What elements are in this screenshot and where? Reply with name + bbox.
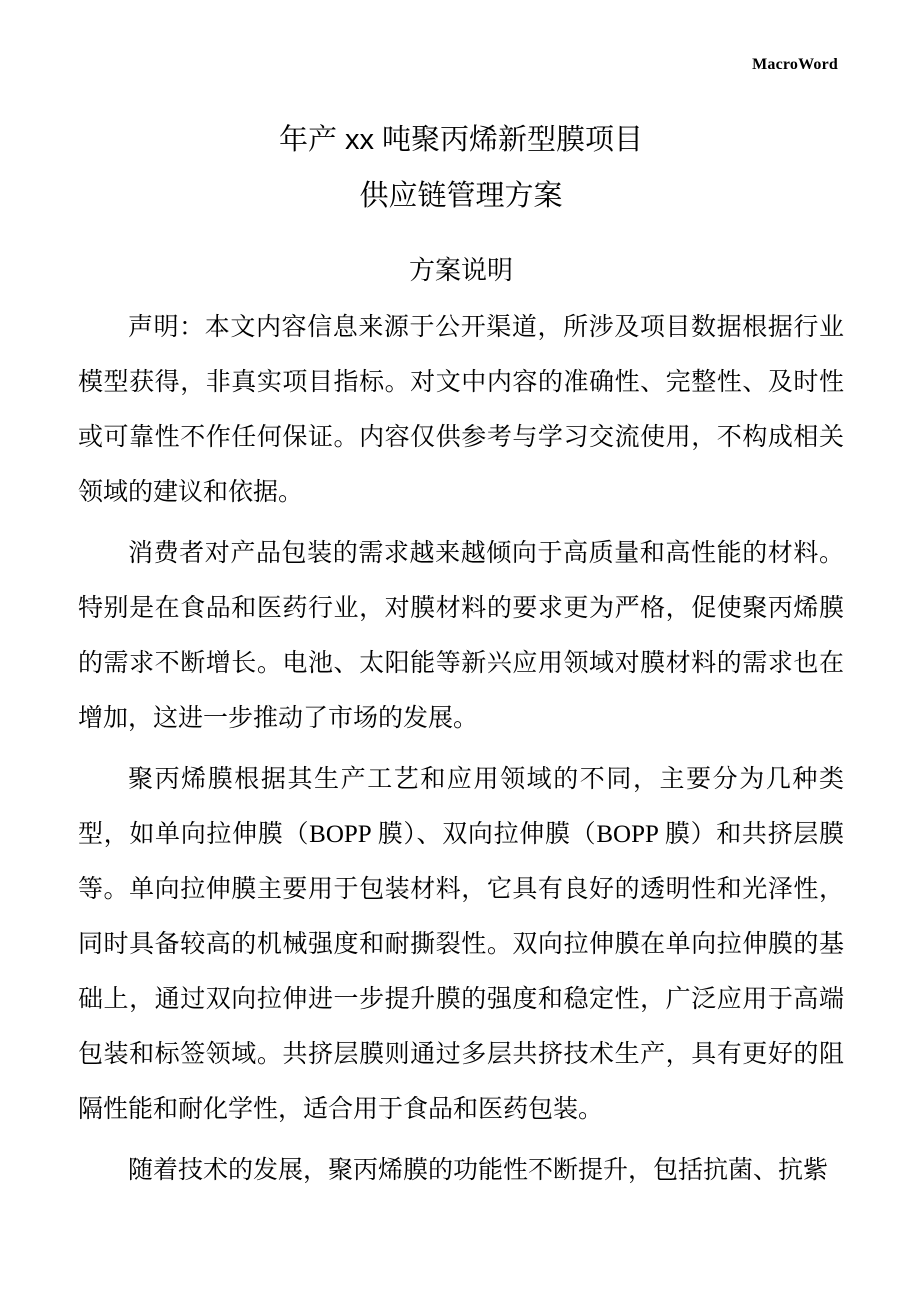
document-body xyxy=(78,300,844,1198)
document-title xyxy=(78,112,844,224)
document-content xyxy=(0,112,920,1198)
document-title-line2: 供应链管理方案 xyxy=(359,180,563,212)
paragraph-disclaimer: 声明：本文内容信息来源于公开渠道，所涉及项目数据根据行业模型获得，非真实项目指标。对文中内容的准确性、完整性、及时性或可靠性不作任何保证。内容仅供参考与学习交流使用，不构成相关领域的建议和依据。 xyxy=(78,314,844,506)
brand-watermark: MacroWord xyxy=(752,56,838,73)
document-title-line1: 年产 xx 吨聚丙烯新型膜项目 xyxy=(278,124,644,156)
paragraph-market-demand: 消费者对产品包装的需求越来越倾向于高质量和高性能的材料。特别是在食品和医药行业，对膜材料的要求更为严格，促使聚丙烯膜的需求不断增长。电池、太阳能等新兴应用领域对膜材料的需求也在增加，这进一步推动了市场的发展。 xyxy=(78,540,844,732)
section-heading: 方案说明 xyxy=(408,255,513,285)
paragraph-technology-trends: 随着技术的发展，聚丙烯膜的功能性不断提升，包括抗菌、抗紫 xyxy=(128,1157,829,1184)
paragraph-film-types: 聚丙烯膜根据其生产工艺和应用领域的不同，主要分为几种类型，如单向拉伸膜（BOPP 膜）、双向拉伸膜（BOPP 膜）和共挤层膜等。单向拉伸膜主要用于包装材料，它具有良好的透明性和光泽性，同时具备较高的机械强度和耐撕裂性。双向拉伸膜在单向拉伸膜的基础上，通过双向拉伸进一步提升膜的强度和稳定性，广泛应用于高端包装和标签领域。共挤层膜则通过多层共挤技术生产，具有更好的阻隔性能和耐化学性，适合用于食品和医药包装。 xyxy=(78,766,844,1123)
